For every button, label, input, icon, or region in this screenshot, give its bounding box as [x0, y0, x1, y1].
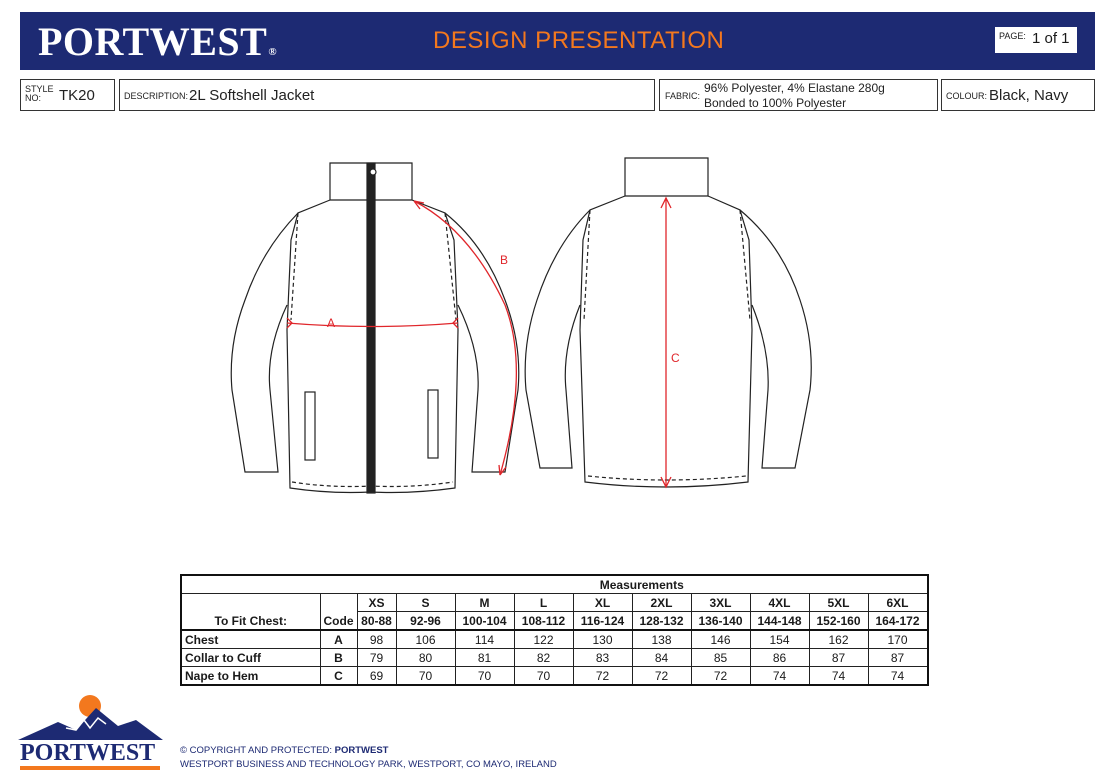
table-row: [181, 667, 928, 686]
size-header: 6XL: [868, 594, 928, 612]
measurement-cell: 87: [809, 649, 868, 667]
row-label: Chest: [181, 630, 320, 649]
size-header: 2XL: [632, 594, 691, 612]
measurement-cell: 79: [357, 649, 396, 667]
measurement-cell: 114: [455, 630, 514, 649]
measurement-cell: 86: [750, 649, 809, 667]
chest-range: 108-112: [514, 612, 573, 631]
company-address: WESTPORT BUSINESS AND TECHNOLOGY PARK, WESTPORT, CO MAYO, IRELAND: [180, 759, 557, 770]
size-header: L: [514, 594, 573, 612]
front-zip: [367, 163, 375, 493]
fabric-line-2: Bonded to 100% Polyester: [704, 96, 847, 110]
measurement-cell: 74: [868, 667, 928, 686]
row-code: C: [320, 667, 357, 686]
chest-range: 164-172: [868, 612, 928, 631]
back-right-sleeve: [740, 210, 811, 468]
measure-line-b: [414, 201, 516, 475]
measurement-cell: 72: [632, 667, 691, 686]
style-value: TK20: [59, 87, 95, 104]
size-header: 5XL: [809, 594, 868, 612]
fit-label: To Fit Chest:: [181, 594, 320, 631]
measurement-cell: 122: [514, 630, 573, 649]
measurement-cell: 85: [691, 649, 750, 667]
chest-range: 136-140: [691, 612, 750, 631]
chest-range: 116-124: [573, 612, 632, 631]
measurement-cell: 84: [632, 649, 691, 667]
page-value: 1 of 1: [1032, 30, 1070, 47]
colour-value: Black, Navy: [989, 87, 1069, 104]
front-left-seam: [291, 213, 298, 320]
measurement-cell: 154: [750, 630, 809, 649]
row-code: B: [320, 649, 357, 667]
size-header: XL: [573, 594, 632, 612]
code-label: Code: [320, 594, 357, 631]
measurement-cell: 74: [750, 667, 809, 686]
measurement-cell: 82: [514, 649, 573, 667]
brand-logo-text: PORTWEST®: [38, 19, 278, 64]
table-row: [181, 630, 928, 649]
measure-label-c: C: [671, 351, 680, 365]
chest-range: 144-148: [750, 612, 809, 631]
chest-range: 100-104: [455, 612, 514, 631]
description-value: 2L Softshell Jacket: [189, 87, 315, 104]
size-header: XS: [357, 594, 396, 612]
size-header: 3XL: [691, 594, 750, 612]
measurement-cell: 72: [691, 667, 750, 686]
fabric-line-1: 96% Polyester, 4% Elastane 280g: [704, 81, 885, 95]
description-label: DESCRIPTION:: [124, 91, 189, 101]
measurement-lines: [287, 198, 671, 487]
measurement-cell: 70: [514, 667, 573, 686]
measurement-cell: 87: [868, 649, 928, 667]
measurement-cell: 70: [455, 667, 514, 686]
measurement-cell: 146: [691, 630, 750, 649]
back-collar: [625, 158, 708, 196]
fabric-label: FABRIC:: [665, 91, 701, 101]
measurement-cell: 81: [455, 649, 514, 667]
back-hem-stitch: [588, 476, 746, 480]
chest-range: 152-160: [809, 612, 868, 631]
footer-logo-bar: [20, 766, 160, 770]
copyright-notice: © COPYRIGHT AND PROTECTED: PORTWEST: [180, 745, 389, 756]
measurement-cell: 138: [632, 630, 691, 649]
colour-label: COLOUR:: [946, 91, 988, 101]
measurements-table: [180, 574, 929, 686]
measurement-cell: 80: [396, 649, 455, 667]
left-pocket: [305, 392, 315, 460]
page-label: PAGE:: [999, 31, 1026, 41]
measurement-cell: 70: [396, 667, 455, 686]
measurement-cell: 130: [573, 630, 632, 649]
table-row: [181, 649, 928, 667]
measure-label-b: B: [500, 253, 509, 267]
measurement-cell: 69: [357, 667, 396, 686]
back-left-seam: [584, 210, 590, 320]
zip-puller: [370, 169, 376, 175]
measurement-cell: 98: [357, 630, 396, 649]
style-label: STYLE NO:: [25, 84, 54, 103]
chest-range: 92-96: [396, 612, 455, 631]
measurement-cell: 72: [573, 667, 632, 686]
size-header: S: [396, 594, 455, 612]
right-pocket: [428, 390, 438, 458]
row-code: A: [320, 630, 357, 649]
measurement-cell: 83: [573, 649, 632, 667]
jacket-front-view: [231, 163, 519, 493]
chest-range: 80-88: [357, 612, 396, 631]
front-left-sleeve: [231, 213, 298, 472]
measurements-title: Measurements: [357, 575, 928, 594]
size-header: 4XL: [750, 594, 809, 612]
footer-logo-text: PORTWEST: [20, 740, 156, 766]
size-header: M: [455, 594, 514, 612]
measurement-cell: 74: [809, 667, 868, 686]
measurement-cell: 162: [809, 630, 868, 649]
row-label: Nape to Hem: [181, 667, 320, 686]
page-title: DESIGN PRESENTATION: [433, 27, 725, 54]
chest-range: 128-132: [632, 612, 691, 631]
measurement-cell: 170: [868, 630, 928, 649]
jacket-back-view: [525, 158, 811, 487]
row-label: Collar to Cuff: [181, 649, 320, 667]
measure-label-a: A: [327, 316, 336, 330]
measurement-cell: 106: [396, 630, 455, 649]
